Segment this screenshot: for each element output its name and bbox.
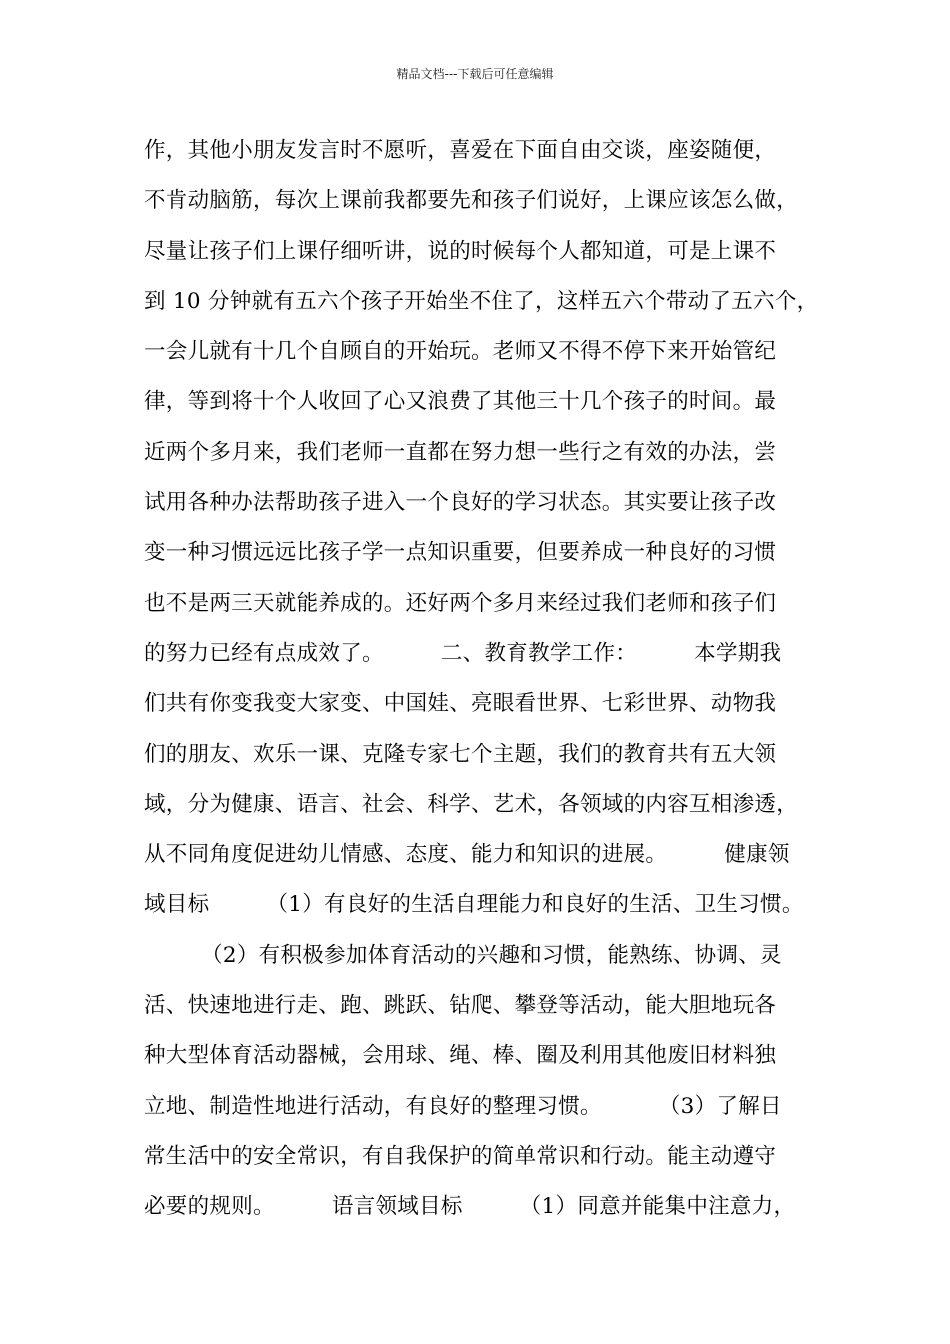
text-line: 常生活中的安全常识，有自我保护的简单常识和行动。能主动遵守 (144, 1143, 777, 1169)
text-line: 试用各种办法帮助孩子进入一个良好的学习状态。其实要让孩子改 (144, 490, 777, 516)
text-line: 不肯动脑筋，每次上课前我都要先和孩子们说好，上课应该怎么做， (144, 188, 799, 214)
text-line: （2）有积极参加体育活动的兴趣和习惯，能熟练、协调、灵 (144, 942, 782, 968)
text-line: 们的朋友、欢乐一课、克隆专家七个主题，我们的教育共有五大领 (144, 741, 777, 767)
text-line: 种大型体育活动器械，会用球、绳、棒、圈及利用其他废旧材料独 (144, 1043, 777, 1069)
page-header: 精品文档---下载后可任意编辑 (396, 67, 554, 81)
text-line: 的努力已经有点成效了。 二、教育教学工作： 本学期我 (144, 640, 782, 666)
text-line: 活、快速地进行走、跑、跳跃、钻爬、攀登等活动，能大胆地玩各 (144, 993, 777, 1019)
text-line: 必要的规则。 语言领域目标 （1）同意并能集中注意力， (144, 1194, 796, 1220)
text-line: 到 10 分钟就有五六个孩子开始坐不住了，这样五六个带动了五六个， (144, 288, 819, 314)
text-line: 域目标 （1）有良好的生活自理能力和良好的生活、卫生习惯。 (144, 892, 804, 918)
text-line: 变一种习惯远远比孩子学一点知识重要，但要养成一种良好的习惯 (144, 540, 777, 566)
text-line: 也不是两三天就能养成的。还好两个多月来经过我们老师和孩子们 (144, 590, 777, 616)
text-line: 一会儿就有十几个自顾自的开始玩。老师又不得不停下来开始管纪 (144, 339, 777, 365)
text-line: 律，等到将十个人收回了心又浪费了其他三十几个孩子的时间。最 (144, 389, 777, 415)
text-line: 们共有你变我变大家变、中国娃、亮眼看世界、七彩世界、动物我 (144, 691, 777, 717)
text-line: 近两个多月来，我们老师一直都在努力想一些行之有效的办法，尝 (144, 439, 777, 465)
text-line: 尽量让孩子们上课仔细听讲，说的时候每个人都知道，可是上课不 (144, 238, 777, 264)
document-body (144, 128, 834, 1235)
text-line: 域，分为健康、语言、社会、科学、艺术，各领域的内容互相渗透， (144, 791, 799, 817)
text-line: 作，其他小朋友发言时不愿听，喜爱在下面自由交谈，座姿随便， (144, 138, 777, 163)
text-line: 立地、制造性地进行活动，有良好的整理习惯。 （3）了解日 (144, 1093, 782, 1119)
text-line: 从不同角度促进幼儿情感、态度、能力和知识的进展。 健康领 (144, 842, 790, 868)
